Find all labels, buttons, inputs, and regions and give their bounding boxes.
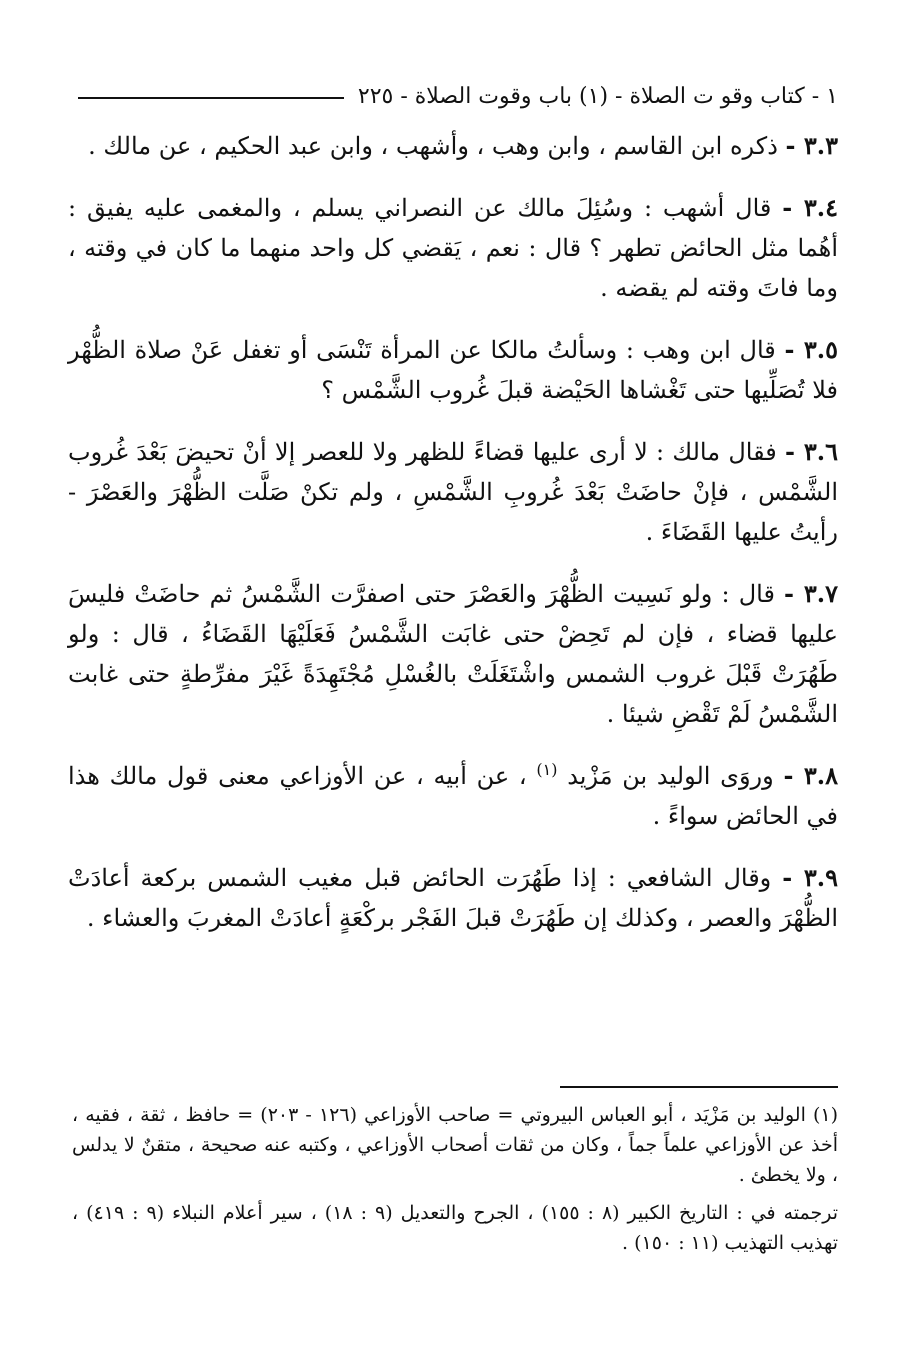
paragraph-306 <box>68 432 838 552</box>
footnote-reference: (١) <box>536 760 558 779</box>
paragraph-number: ٣.٩ - <box>782 863 838 892</box>
paragraph-number: ٣.٨ - <box>783 761 838 790</box>
paragraph-text: وقال الشافعي : إذا طَهُرَت الحائض قبل مغيب الشمس بركعة أعادَتْ الظُّهْرَ والعصر ، وكذلك إن طَهُرَتْ قبلَ الفَجْر بركْعَةٍ أعادَتْ المغربَ والعشاء . <box>68 864 838 932</box>
paragraph-number: ٣.٤ - <box>782 193 838 222</box>
paragraph-number: ٣.٥ - <box>784 335 838 364</box>
paragraph-text: قال أشهب : وسُئِلَ مالك عن النصراني يسلم ، والمغمى عليه يفيق : أهُما مثل الحائض تطهر ؟ قال : نعم ، يَقضي كل واحد منهما ما كان في وقته ، وما فاتَ وقته لم يقضه . <box>68 194 838 302</box>
paragraph-304 <box>68 188 838 308</box>
footnotes <box>72 1100 838 1266</box>
paragraph-text-after: ، عن أبيه ، عن الأوزاعي معنى قول مالك هذا في الحائض سواءً . <box>68 762 838 830</box>
paragraph-text: قال : ولو نَسِيت الظُّهْرَ والعَصْرَ حتى اصفرَّت الشَّمْسُ ثم حاضَتْ فليسَ عليها قضاء ، فإن لم تَحِضْ حتى غابَت الشَّمْسُ فَعَلَيْهَا القَضَاءُ ، قال : ولو طَهُرَتْ قَبْلَ غروب الشمس واشْتَغَلَتْ بالغُسْلِ مُجْتَهِدَةً غَيْرَ مفرِّطةٍ حتى غابت الشَّمْسُ لَمْ تَقْضِ شيئا . <box>68 580 839 728</box>
paragraph-305 <box>68 330 838 410</box>
paragraph-303 <box>68 126 838 166</box>
paragraph-text: ذكره ابن القاسم ، وابن وهب ، وأشهب ، وابن عبد الحكيم ، عن مالك . <box>88 132 778 160</box>
header-rule <box>78 97 344 99</box>
running-title: ١ - كتاب وقو ت الصلاة - (١) باب وقوت الصلاة - ٢٢٥ <box>357 83 838 109</box>
paragraph-number: ٣.٦ - <box>784 437 839 466</box>
footnote-sources: ترجمته في : التاريخ الكبير (٨ : ١٥٥) ، الجرح والتعديل (٩ : ١٨) ، سير أعلام النبلاء (٩ : ٤١٩) ، تهذيب التهذيب (١١ : ١٥٠) . <box>72 1202 839 1254</box>
paragraph-text-before: وروَى الوليد بن مَزْيد <box>567 762 774 790</box>
paragraph-text: قال ابن وهب : وسألتُ مالكا عن المرأة تَنْسَى أو تغفل عَنْ صلاة الظُّهْر فلا تُصَلِّيها حتى تَغْشاها الحَيْضة قبلَ غُروب الشَّمْس ؟ <box>68 336 838 404</box>
running-header <box>78 76 838 116</box>
footnote-1: (١) الوليد بن مَزْيَد ، أبو العباس البيروتي = صاحب الأوزاعي (١٢٦ - ٢٠٣) = حافظ ، ثقة ، فقيه ، أخذ عن الأوزاعي علماً جماً ، وكان من ثقات أصحاب الأوزاعي ، وكتبه عنه صحيحة ، متقنٌ لا يدلس ، ولا يخطئ . <box>72 1104 839 1186</box>
paragraph-number: ٣.٣ - <box>785 131 838 160</box>
paragraph-308 <box>68 756 838 836</box>
main-text <box>68 126 838 960</box>
paragraph-307 <box>68 574 838 734</box>
paragraph-text: فقال مالك : لا أرى عليها قضاءً للظهر ولا للعصر إلا أنْ تحيضَ بَعْدَ غُروب الشَّمْس ، فإنْ حاضَتْ بَعْدَ غُروبِ الشَّمْسِ ، ولم تكنْ صَلَّت الظُّهْرَ والعَصْرَ - رأيتُ عليها القَضَاءَ . <box>68 438 838 546</box>
paragraph-number: ٣.٧ - <box>784 579 838 608</box>
paragraph-309 <box>68 858 838 938</box>
footnote-rule <box>560 1086 838 1088</box>
